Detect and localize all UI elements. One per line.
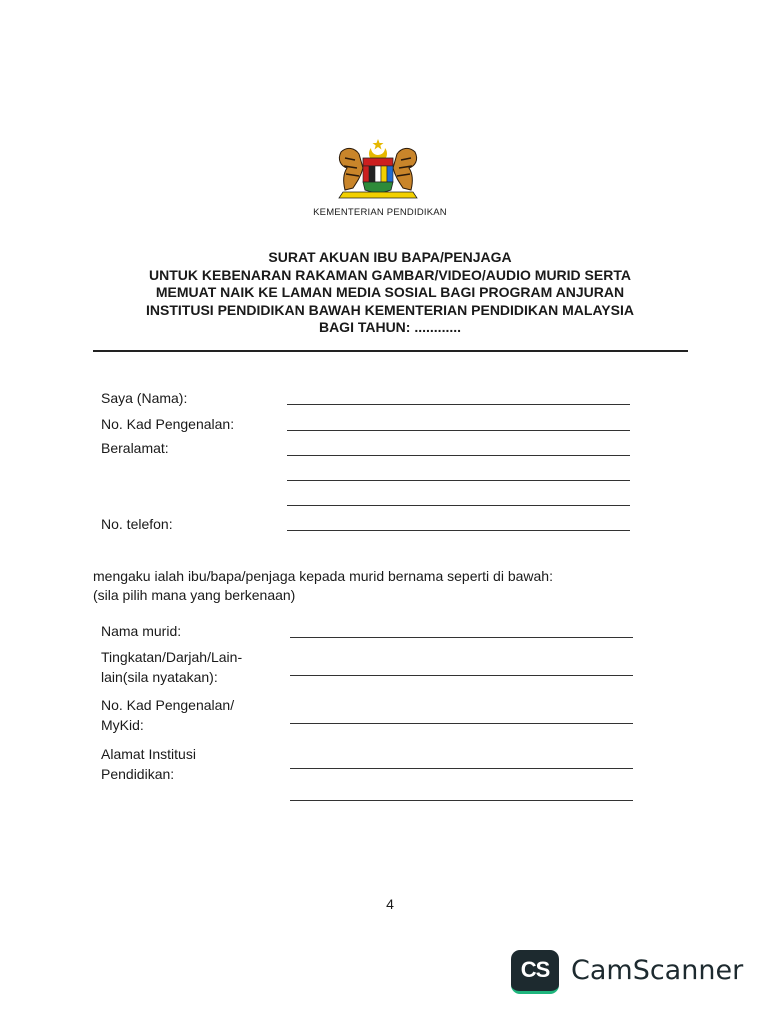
title-line: MEMUAT NAIK KE LAMAN MEDIA SOSIAL BAGI PROGRAM ANJURAN	[155, 284, 625, 300]
parent-name-label: Saya (Nama):	[101, 390, 188, 406]
page-number: 4	[386, 896, 394, 912]
label-line: lain(sila nyatakan):	[101, 669, 218, 685]
title-line: SURAT AKUAN IBU BAPA/PENJAGA	[268, 249, 512, 265]
label-line: Alamat Institusi	[101, 746, 196, 762]
camscanner-logo-icon: CS	[511, 950, 559, 994]
title-line: BAGI TAHUN: ............	[318, 319, 462, 335]
title-line: UNTUK KEBENARAN RAKAMAN GAMBAR/VIDEO/AUDIO MURID SERTA	[149, 266, 631, 283]
statement-line: mengaku ialah ibu/bapa/penjaga kepada murid bernama seperti di bawah:	[93, 568, 553, 584]
parent-ic-field[interactable]	[287, 430, 630, 431]
student-level-field[interactable]	[290, 675, 633, 676]
parent-phone-label: No. telefon:	[101, 516, 173, 532]
parent-address-label: Beralamat:	[101, 440, 169, 456]
ministry-name: KEMENTERIAN PENDIDIKAN	[313, 207, 447, 218]
label-line: No. Kad Pengenalan/	[101, 697, 235, 713]
student-level-label	[101, 647, 242, 687]
student-ic-label	[101, 695, 234, 735]
declaration-statement	[93, 567, 553, 605]
parent-name-field[interactable]	[287, 404, 630, 405]
student-name-field[interactable]	[290, 637, 633, 638]
school-address-field-1[interactable]	[290, 768, 633, 769]
parent-address-field-3[interactable]	[287, 505, 630, 506]
parent-address-field-2[interactable]	[287, 480, 630, 481]
header-divider	[93, 350, 688, 352]
camscanner-watermark: CamScanner	[571, 955, 744, 986]
statement-line: (sila pilih mana yang berkenaan)	[93, 587, 296, 603]
label-line: Pendidikan:	[101, 766, 175, 782]
label-line: MyKid:	[101, 717, 144, 733]
document-title	[90, 249, 690, 337]
label-line: Tingkatan/Darjah/Lain-	[101, 649, 243, 665]
parent-address-field-1[interactable]	[287, 455, 630, 456]
coat-of-arms-icon	[333, 138, 423, 202]
student-ic-field[interactable]	[290, 723, 633, 724]
student-name-label: Nama murid:	[101, 623, 182, 639]
parent-phone-field[interactable]	[287, 530, 630, 531]
school-address-field-2[interactable]	[290, 800, 633, 801]
parent-ic-label: No. Kad Pengenalan:	[101, 416, 235, 432]
title-line: INSTITUSI PENDIDIKAN BAWAH KEMENTERIAN PENDIDIKAN MALAYSIA	[146, 301, 634, 318]
school-address-label	[101, 744, 196, 784]
